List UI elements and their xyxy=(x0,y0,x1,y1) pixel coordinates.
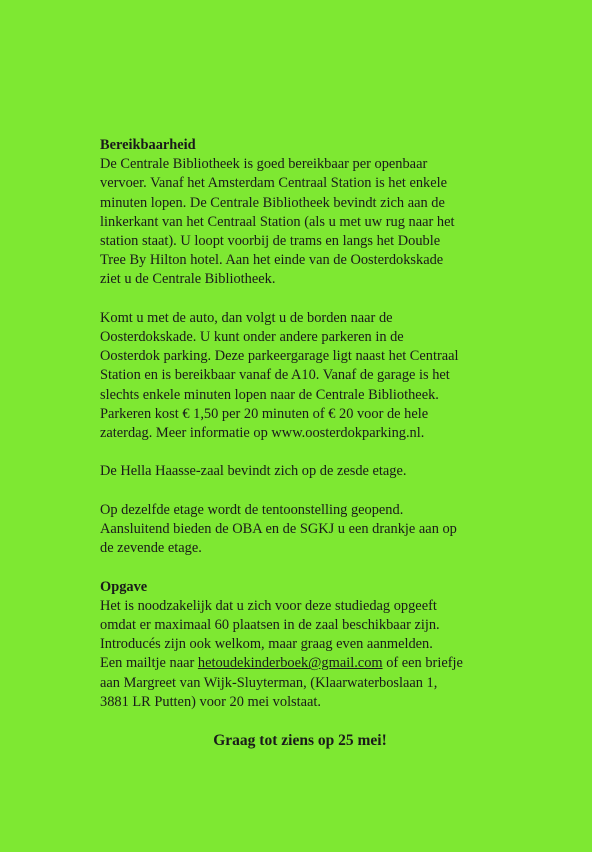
closing-line: Graag tot ziens op 25 mei! xyxy=(213,732,387,750)
flyer-content xyxy=(100,136,500,766)
accessibility-public-transport-paragraph: De Centrale Bibliotheek is goed bereikbaar per openbaar vervoer. Vanaf het Amsterdam Centraal Station is het enkele minuten lopen. De Centrale Bibliotheek bevindt zich aan de linkerkant van het Centraal Station (als u met uw rug naar het station staat). U loopt voorbij de trams en langs het Double Tree By Hilton hotel. Aan het einde van de Oosterdokskade ziet u de Centrale Bibliotheek. xyxy=(100,156,455,288)
email-link[interactable]: hetoudekinderboek@gmail.com xyxy=(197,655,383,672)
accessibility-heading: Bereikbaarheid xyxy=(100,137,196,153)
exhibition-paragraph: Op dezelfde etage wordt de tentoonstelling geopend. Aansluitend bieden de OBA en de SGKJ u een drankje aan op de zevende etage. xyxy=(100,501,457,557)
mail-prefix: Een mailtje naar xyxy=(100,655,198,672)
mail-suffix: of een briefje aan Margreet van Wijk-Sluyterman, (Klaarwaterboslaan 1, 3881 LR Putten) voor 20 mei volstaat. xyxy=(100,655,463,710)
venue-floor-paragraph: De Hella Haasse-zaal bevindt zich op de zesde etage. xyxy=(100,463,407,480)
accessibility-car-paragraph: Komt u met de auto, dan volgt u de borden naar de Oosterdokskade. U kunt onder andere parkeren in de Oosterdok parking. Deze parkeergarage ligt naast het Centraal Station en is bereikbaar vanaf de A10. Vanaf de garage is het slechts enkele minuten lopen naar de Centrale Bibliotheek. Parkeren kost € 1,50 per 20 minuten of € 20 voor de hele zaterdag. Meer informatie op www.oosterdokparking.nl. xyxy=(100,309,459,442)
page-edge xyxy=(592,0,596,852)
registration-mail-paragraph xyxy=(100,654,500,712)
registration-paragraph: Het is noodzakelijk dat u zich voor deze studiedag opgeeft omdat er maximaal 60 plaatsen in de zaal beschikbaar zijn. Introducés zijn ook welkom, maar graag even aanmelden. xyxy=(100,597,440,653)
registration-heading: Opgave xyxy=(100,578,148,595)
